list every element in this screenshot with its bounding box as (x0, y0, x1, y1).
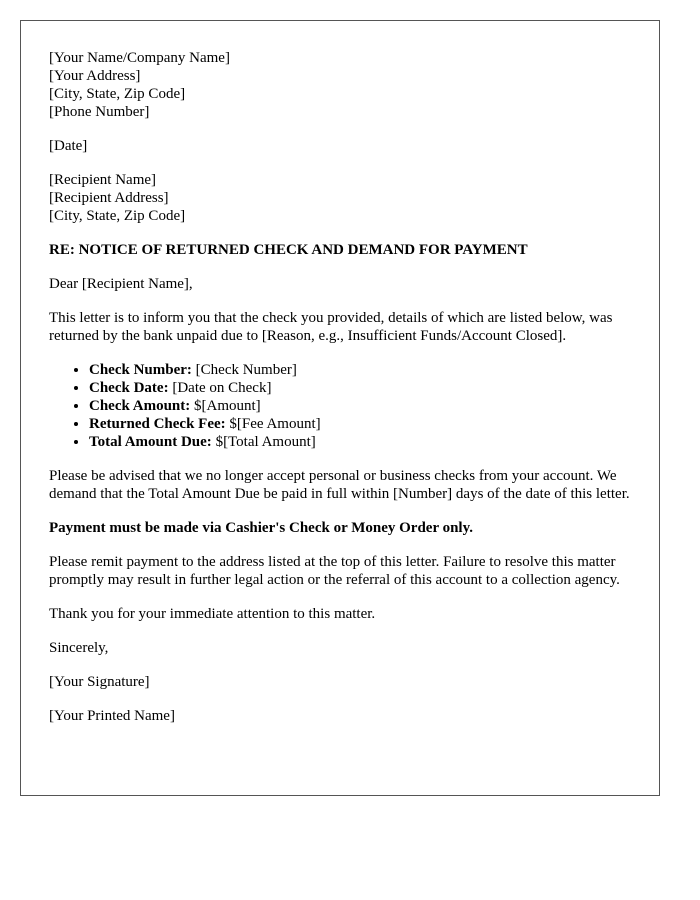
signature-line: [Your Signature] (49, 674, 150, 690)
recipient-address: [Recipient Address] (49, 190, 169, 206)
intro-paragraph: This letter is to inform you that the check you provided, details of which are listed below, was returned by the bank unpaid due to [Reason, e.g., Insufficient Funds/Account Closed]. (49, 310, 613, 344)
letter-date: [Date] (49, 138, 88, 154)
check-details-list (49, 361, 631, 451)
sender-phone: [Phone Number] (49, 104, 150, 120)
detail-label: Check Amount: (89, 398, 191, 414)
sender-block (49, 49, 631, 121)
recipient-city-state-zip: [City, State, Zip Code] (49, 208, 186, 224)
printed-name-line: [Your Printed Name] (49, 708, 175, 724)
detail-label: Check Date: (89, 380, 169, 396)
detail-value: $[Amount] (190, 398, 261, 414)
detail-label: Check Number: (89, 362, 192, 378)
list-item (89, 433, 631, 451)
detail-value: [Check Number] (191, 362, 297, 378)
detail-label: Returned Check Fee: (89, 416, 226, 432)
subject-line: RE: NOTICE OF RETURNED CHECK AND DEMAND FOR PAYMENT (49, 242, 528, 258)
sender-name: [Your Name/Company Name] (49, 50, 230, 66)
list-item (89, 397, 631, 415)
advisory-paragraph: Please be advised that we no longer accept personal or business checks from your account. We demand that the Total Amount Due be paid in full within [Number] days of the date of this letter. (49, 468, 630, 502)
list-item (89, 361, 631, 379)
closing: Sincerely, (49, 640, 109, 656)
detail-value: $[Total Amount] (211, 434, 316, 450)
detail-value: $[Fee Amount] (225, 416, 321, 432)
list-item (89, 379, 631, 397)
recipient-block (49, 171, 631, 225)
payment-method-paragraph: Payment must be made via Cashier's Check or Money Order only. (49, 520, 474, 536)
thanks-paragraph: Thank you for your immediate attention to this matter. (49, 606, 376, 622)
list-item (89, 415, 631, 433)
letter-page (20, 20, 660, 796)
sender-address: [Your Address] (49, 68, 141, 84)
detail-label: Total Amount Due: (89, 434, 212, 450)
recipient-name: [Recipient Name] (49, 172, 157, 188)
sender-city-state-zip: [City, State, Zip Code] (49, 86, 186, 102)
salutation: Dear [Recipient Name], (49, 276, 193, 292)
remit-paragraph: Please remit payment to the address listed at the top of this letter. Failure to resolve this matter promptly may result in further legal action or the referral of this account to a collection agency. (49, 554, 620, 588)
detail-value: [Date on Check] (168, 380, 272, 396)
